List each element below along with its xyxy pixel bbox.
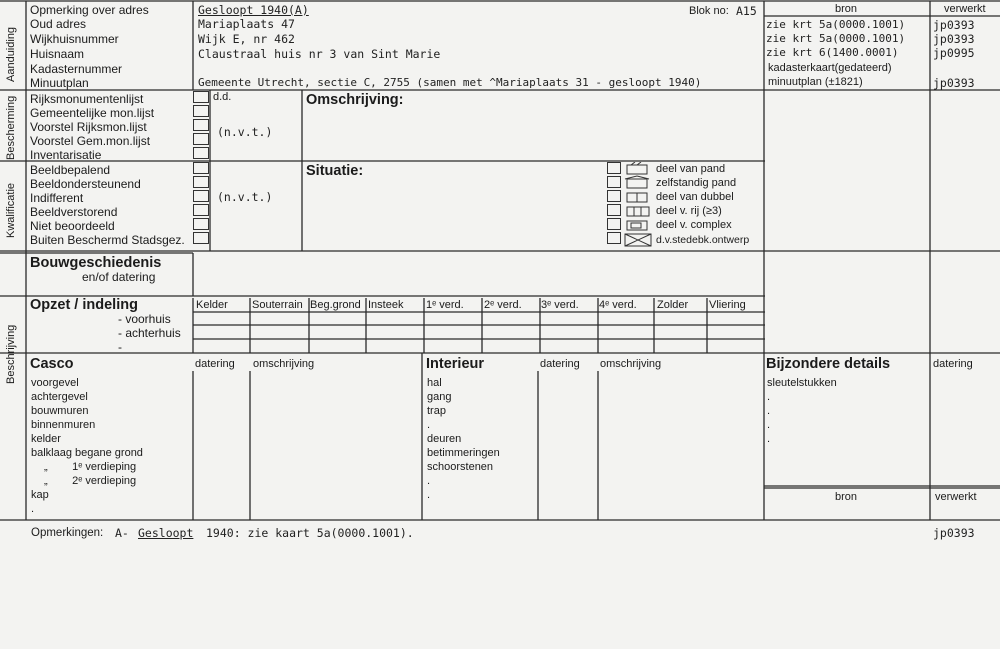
details-title: Bijzondere details (766, 356, 891, 372)
kwalificatie-nvt: (n.v.t.) (217, 190, 273, 204)
details-col-datering: datering (933, 358, 973, 370)
field-wijkhuisnummer: Wijkhuisnummer (30, 32, 119, 46)
casco-item-6: balklaag begane grond (31, 447, 143, 459)
situatie-pictograms-icon (623, 162, 653, 250)
opmerkingen-rest: 1940: zie kaart 5a(0000.1001). (206, 526, 414, 540)
situatie-zelfstandig-pand: zelfstandig pand (656, 177, 737, 189)
field-opmerking-over-adres: Opmerking over adres (30, 3, 149, 17)
bouwgeschiedenis-sub: en/of datering (82, 270, 156, 284)
bescherming-item-1: Rijksmonumentenlijst (30, 92, 144, 106)
situatie-label: Situatie: (306, 163, 364, 179)
checkbox-niet-beoordeeld[interactable] (193, 218, 209, 230)
kwalificatie-item-1: Beeldbepalend (30, 163, 111, 177)
opzet-col-kelder: Kelder (196, 299, 228, 311)
casco-col-datering: datering (195, 358, 235, 370)
blok-value: A15 (736, 4, 757, 18)
kwalificatie-item-2: Beeldondersteunend (30, 177, 141, 191)
omschrijving-label: Omschrijving: (306, 92, 404, 108)
casco-item-5: kelder (31, 433, 61, 445)
section-label-kwalificatie: Kwalificatie (5, 182, 17, 238)
bron-row-2: zie krt 5a(0000.1001) (766, 32, 906, 45)
checkbox-beeldbepalend[interactable] (193, 162, 209, 174)
opzet-col-3e-verd: 3ᵉ verd. (541, 299, 579, 311)
verwerkt-row-5: jp0393 (933, 76, 975, 90)
bron-row-1: zie krt 5a(0000.1001) (766, 18, 906, 31)
bescherming-item-2: Gemeentelijke mon.lijst (30, 106, 155, 120)
checkbox-gemeentelijke-mon-lijst[interactable] (193, 105, 209, 117)
situatie-deel-van-dubbel: deel van dubbel (656, 191, 734, 203)
kwalificatie-item-3: Indifferent (30, 191, 84, 205)
situatie-deel-v-complex: deel v. complex (656, 219, 732, 231)
field-kadasternummer: Kadasternummer (30, 62, 123, 76)
checkbox-indifferent[interactable] (193, 190, 209, 202)
checkbox-dv-stedebk-ontwerp[interactable] (607, 232, 621, 244)
casco-title: Casco (30, 356, 74, 372)
interieur-item-7: schoorstenen (427, 461, 494, 473)
bouwgeschiedenis-title: Bouwgeschiedenis (30, 255, 162, 271)
checkbox-beeldondersteunend[interactable] (193, 176, 209, 188)
details-item-3: . (767, 405, 771, 417)
section-label-beschrijving: Beschrijving (5, 324, 17, 384)
interieur-col-datering: datering (540, 358, 580, 370)
blok-label: Blok no: (689, 5, 729, 17)
details-bron-label: bron (835, 491, 858, 503)
interieur-item-9: . (427, 489, 431, 501)
casco-item-8: „ 2ᵉ verdieping (44, 475, 137, 487)
bescherming-item-4: Voorstel Gem.mon.lijst (30, 134, 151, 148)
details-verwerkt-label: verwerkt (935, 491, 977, 503)
situatie-deel-v-rij: deel v. rij (≥3) (656, 205, 722, 217)
section-label-aanduiding: Aanduiding (5, 26, 17, 82)
verwerkt-row-3: jp0995 (933, 46, 975, 60)
checkbox-buiten-beschermd-stadsgez[interactable] (193, 232, 209, 244)
value-opmerking-over-adres: Gesloopt 1940(A) (198, 3, 309, 17)
interieur-col-omschrijving: omschrijving (600, 358, 662, 370)
details-item-2: . (767, 391, 771, 403)
interieur-title: Interieur (426, 356, 485, 372)
bron-row-5: minuutplan (±1821) (768, 76, 863, 88)
opzet-col-souterrain: Souterrain (252, 299, 303, 311)
value-wijkhuisnummer: Wijk E, nr 462 (198, 32, 295, 46)
casco-item-7: „ 1ᵉ verdieping (44, 461, 137, 473)
value-oud-adres: Mariaplaats 47 (198, 17, 295, 31)
checkbox-inventarisatie[interactable] (193, 147, 209, 159)
opzet-col-beg-grond: Beg.grond (310, 299, 361, 311)
opmerkingen-prefix: A- (115, 526, 129, 540)
checkbox-voorstel-gem-mon-lijst[interactable] (193, 133, 209, 145)
checkbox-deel-v-complex[interactable] (607, 218, 621, 230)
interieur-item-1: hal (427, 377, 442, 389)
field-minuutplan: Minuutplan (30, 76, 89, 90)
interieur-item-8: . (427, 475, 431, 487)
details-item-5: . (767, 433, 771, 445)
checkbox-deel-van-pand[interactable] (607, 162, 621, 174)
checkbox-zelfstandig-pand[interactable] (607, 176, 621, 188)
interieur-item-3: trap (427, 405, 446, 417)
bron-header: bron (835, 3, 858, 15)
interieur-item-5: deuren (427, 433, 462, 445)
casco-item-3: bouwmuren (31, 405, 89, 417)
verwerkt-header: verwerkt (944, 3, 986, 15)
details-item-1: sleutelstukken (767, 377, 837, 389)
opzet-title: Opzet / indeling (30, 297, 138, 313)
bron-row-4: kadasterkaart(gedateerd) (768, 62, 892, 74)
dd-label: d.d. (213, 91, 232, 103)
casco-item-2: achtergevel (31, 391, 88, 403)
section-label-bescherming: Bescherming (5, 95, 17, 160)
interieur-item-6: betimmeringen (427, 447, 500, 459)
opzet-row-voorhuis: - voorhuis (118, 312, 171, 326)
bescherming-nvt: (n.v.t.) (217, 125, 273, 139)
checkbox-beeldverstorend[interactable] (193, 204, 209, 216)
verwerkt-row-1: jp0393 (933, 18, 975, 32)
opzet-col-vliering: Vliering (709, 299, 746, 311)
opzet-row-blank: - (118, 340, 122, 354)
checkbox-rijksmonumentenlijst[interactable] (193, 91, 209, 103)
field-huisnaam: Huisnaam (30, 47, 85, 61)
opmerkingen-gesloopt: Gesloopt (138, 526, 194, 540)
details-item-4: . (767, 419, 771, 431)
situatie-deel-van-pand: deel van pand (656, 163, 726, 175)
casco-item-9: kap (31, 489, 49, 501)
opzet-row-achterhuis: - achterhuis (118, 326, 181, 340)
value-minuutplan: Gemeente Utrecht, sectie C, 2755 (samen met ^Mariaplaats 31 - gesloopt 1940) (198, 76, 702, 89)
bescherming-item-3: Voorstel Rijksmon.lijst (30, 120, 147, 134)
opzet-col-1e-verd: 1ᵉ verd. (426, 299, 464, 311)
opzet-col-zolder: Zolder (657, 299, 689, 311)
bron-row-3: zie krt 6(1400.0001) (766, 46, 899, 59)
kwalificatie-item-5: Niet beoordeeld (30, 219, 115, 233)
interieur-item-4: . (427, 419, 431, 431)
casco-item-10: . (31, 503, 35, 515)
opmerkingen-label: Opmerkingen: (31, 527, 104, 539)
casco-item-4: binnenmuren (31, 419, 96, 431)
interieur-item-2: gang (427, 391, 452, 403)
opzet-col-2e-verd: 2ᵉ verd. (484, 299, 522, 311)
casco-item-1: voorgevel (31, 377, 79, 389)
checkbox-voorstel-rijksmon-lijst[interactable] (193, 119, 209, 131)
opzet-col-insteek: Insteek (368, 299, 404, 311)
situatie-dv-stedebk-ontwerp: d.v.stedebk.ontwerp (656, 234, 750, 246)
verwerkt-row-2: jp0393 (933, 32, 975, 46)
kwalificatie-item-4: Beeldverstorend (30, 205, 118, 219)
kwalificatie-item-6: Buiten Beschermd Stadsgez. (30, 233, 185, 247)
checkbox-deel-van-dubbel[interactable] (607, 190, 621, 202)
bescherming-item-5: Inventarisatie (30, 148, 102, 162)
value-huisnaam: Claustraal huis nr 3 van Sint Marie (198, 47, 441, 61)
checkbox-deel-v-rij[interactable] (607, 204, 621, 216)
opmerkingen-verwerkt: jp0393 (933, 526, 975, 540)
casco-col-omschrijving: omschrijving (253, 358, 315, 370)
field-oud-adres: Oud adres (30, 17, 87, 31)
opzet-col-4e-verd: 4ᵉ verd. (599, 299, 637, 311)
